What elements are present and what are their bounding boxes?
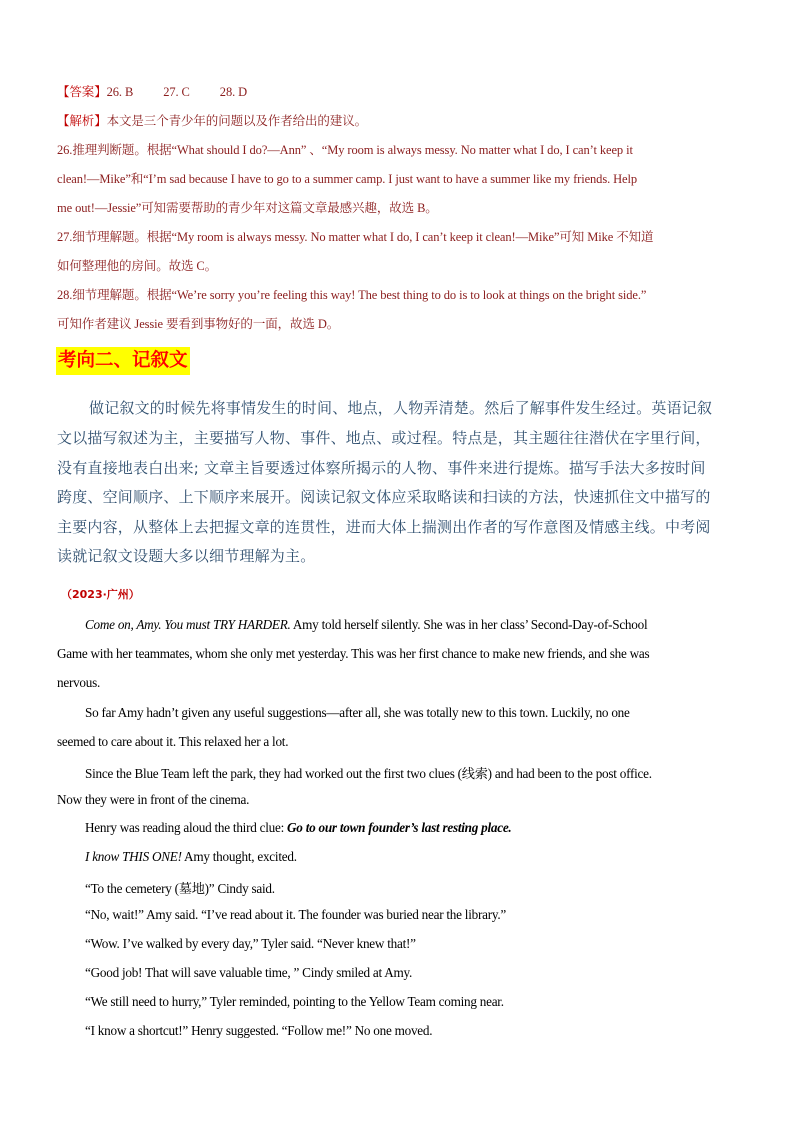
story-line: Now they were in front of the cinema.: [57, 792, 250, 807]
story-inner-thought: I know THIS ONE!: [85, 849, 182, 864]
story-line: [85, 617, 647, 633]
story-line: “No, wait!” Amy said. “I’ve read about it. The founder was buried near the library.”: [85, 907, 506, 922]
story-line: nervous.: [57, 675, 101, 690]
answer-27: 27. C: [163, 85, 190, 99]
story-line: “We still need to hurry,” Tyler reminded, pointing to the Yellow Team coming near.: [85, 994, 504, 1009]
story-line: [85, 849, 297, 865]
analysis-summary-line: [57, 111, 367, 129]
intro-line: 读就记叙文设题大多以细节理解为主。: [57, 547, 316, 565]
intro-line: 没有直接地表白出来; 文章主旨要透过体察所揭示的人物、事件来进行提炼。描写手法大多按时间: [57, 459, 706, 477]
analysis-line: 26.推理判断题。根据“What should I do?—Ann” 、“My room is always messy. No matter what I do, I can’t keep it: [57, 143, 633, 157]
story-text: Henry was reading aloud the third clue:: [85, 820, 288, 835]
story-line: Since the Blue Team left the park, they had worked out the first two clues (线索) and had been to the post office.: [85, 766, 652, 781]
story-clue: Go to our town founder’s last resting place.: [287, 820, 512, 835]
section-heading: 考向二、记叙文: [56, 347, 190, 375]
story-line: “I know a shortcut!” Henry suggested. “Follow me!” No one moved.: [85, 1023, 433, 1038]
analysis-label: 【解析】: [57, 114, 107, 128]
story-line: [85, 820, 511, 836]
story-line: “To the cemetery (墓地)” Cindy said.: [85, 881, 275, 896]
story-text: Amy thought, excited.: [181, 849, 297, 864]
intro-line: 跨度、空间顺序、上下顺序来展开。阅读记叙文体应采取略读和扫读的方法，快速抓住文中描写的: [57, 488, 711, 506]
intro-line: 做记叙文的时候先将事情发生的时间、地点，人物弄清楚。然后了解事件发生经过。英语记叙: [89, 399, 713, 417]
answer-26: 26. B: [106, 85, 134, 99]
story-line: “Wow. I’ve walked by every day,” Tyler said. “Never knew that!”: [85, 936, 416, 951]
analysis-line: 27.细节理解题。根据“My room is always messy. No matter what I do, I can’t keep it clean!—Mike”可知 Mike 不知道: [57, 230, 654, 244]
intro-line: 文以描写叙述为主，主要描写人物、事件、地点、或过程。特点是，其主题往往潜伏在字里行间，: [57, 429, 711, 447]
intro-line: 主要内容，从整体上去把握文章的连贯性，进而大体上揣测出作者的写作意图及情感主线。中考阅: [57, 518, 711, 536]
story-line: So far Amy hadn’t given any useful suggestions—after all, she was totally new to this town. Luckily, no one: [85, 705, 630, 720]
answer-28: 28. D: [219, 85, 248, 99]
story-inner-thought: Come on, Amy. You must TRY HARDER.: [85, 617, 291, 632]
story-text: Amy told herself silently. She was in her class’ Second-Day-of-School: [290, 617, 648, 632]
analysis-line: me out!—Jessie”可知需要帮助的青少年对这篇文章最感兴趣，故选 B。: [57, 201, 438, 215]
story-line: “Good job! That will save valuable time, ” Cindy smiled at Amy.: [85, 965, 413, 980]
source-tag: （2023·广州）: [61, 588, 140, 601]
analysis-line: 如何整理他的房间。故选 C。: [57, 259, 218, 273]
analysis-summary: 本文是三个青少年的问题以及作者给出的建议。: [106, 114, 368, 128]
answer-label: 【答案】: [57, 85, 107, 99]
story-line: seemed to care about it. This relaxed her a lot.: [57, 734, 289, 749]
answer-line: [57, 82, 247, 100]
analysis-line: clean!—Mike”和“I’m sad because I have to go to a summer camp. I just want to have a summer like my friends. Help: [57, 172, 638, 186]
analysis-line: 可知作者建议 Jessie 要看到事物好的一面，故选 D。: [57, 317, 340, 331]
analysis-line: 28.细节理解题。根据“We’re sorry you’re feeling this way! The best thing to do is to look at things on the bright side.”: [57, 288, 647, 302]
story-line: Game with her teammates, whom she only met yesterday. This was her first chance to make new friends, and she was: [57, 646, 650, 661]
